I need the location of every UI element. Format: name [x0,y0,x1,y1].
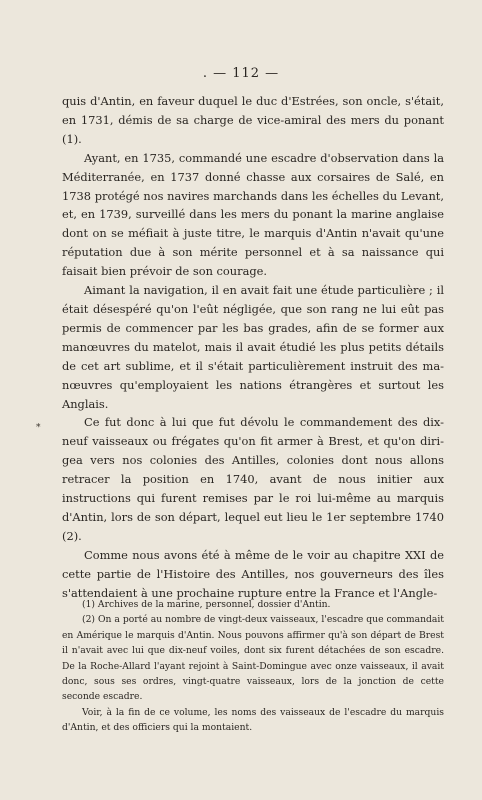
footnotes [62,597,444,736]
main-text [62,92,444,602]
paragraph: Comme nous avons été à même de le voir au chapitre XXI de cette partie de l'Histoire des Antilles, nos gouverneurs des îles s'attendaient à une prochaine rupture entre la France et l'Angle- [62,547,444,600]
page-number: . — 112 — [202,66,280,81]
paragraph: Aimant la navigation, il en avait fait une étude particulière ; il était désespéré qu'on l'eût négligée, que son rang ne lui eût pas permis de commencer par les bas grades, afin de se former aux manœuvres du matelot, mais il avait étudié les plus petits détails de cet art sublime, et il s'était particulièrement instruit des manœuvres qu'employaient les nations étrangères et surtout les Anglais. [62,283,444,411]
paragraph: quis d'Antin, en faveur duquel le duc d'Estrées, son oncle, s'était, en 1731, démis de sa charge de vice-amiral des mers du ponant (1). [62,94,444,146]
footnote: (1) Archives de la marine, personnel, dossier d'Antin. [82,599,331,610]
margin-mark: * [36,423,41,433]
footnote: (2) On a porté au nombre de vingt-deux vaisseaux, l'escadre que commandait en Amérique le marquis d'Antin. Nous pouvons affirmer qu'à son départ de Brest il n'avait avec lui que dix-neuf voiles, dont six furent détachées de son escadre. De la Roche-Allard l'ayant rejoint à Saint-Domingue avec onze vaisseaux, il avait donc, sous ses ordres, vingt-quatre vaisseaux, lors de la jonction de cette seconde escadre. [62,614,444,703]
footnote: Voir, à la fin de ce volume, les noms des vaisseaux de l'escadre du marquis d'Antin, et des officiers qui la montaient. [62,706,444,734]
paragraph: Ce fut donc à lui que fut dévolu le commandement des dix-neuf vaisseaux ou frégates qu'on fit armer à Brest, et qu'on dirigea vers nos colonies des Antilles, colonies dont nous allons retracer la position en 1740, avant de nous initier aux instructions qui furent remises par le roi lui-même au marquis d'Antin, lors de son départ, lequel eut lieu le 1er septembre 1740 (2). [62,415,444,543]
paragraph: Ayant, en 1735, commandé une escadre d'observation dans la Méditerranée, en 1737 donné chasse aux corsaires de Salé, en 1738 protégé nos navires marchands dans les échelles du Levant, et, en 1739, surveillé dans les mers du ponant la marine anglaise dont on se méfiait à juste titre, le marquis d'Antin n'avait qu'une réputation due à son mérite personnel et à sa naissance qui faisait bien prévoir de son courage. [62,150,444,279]
